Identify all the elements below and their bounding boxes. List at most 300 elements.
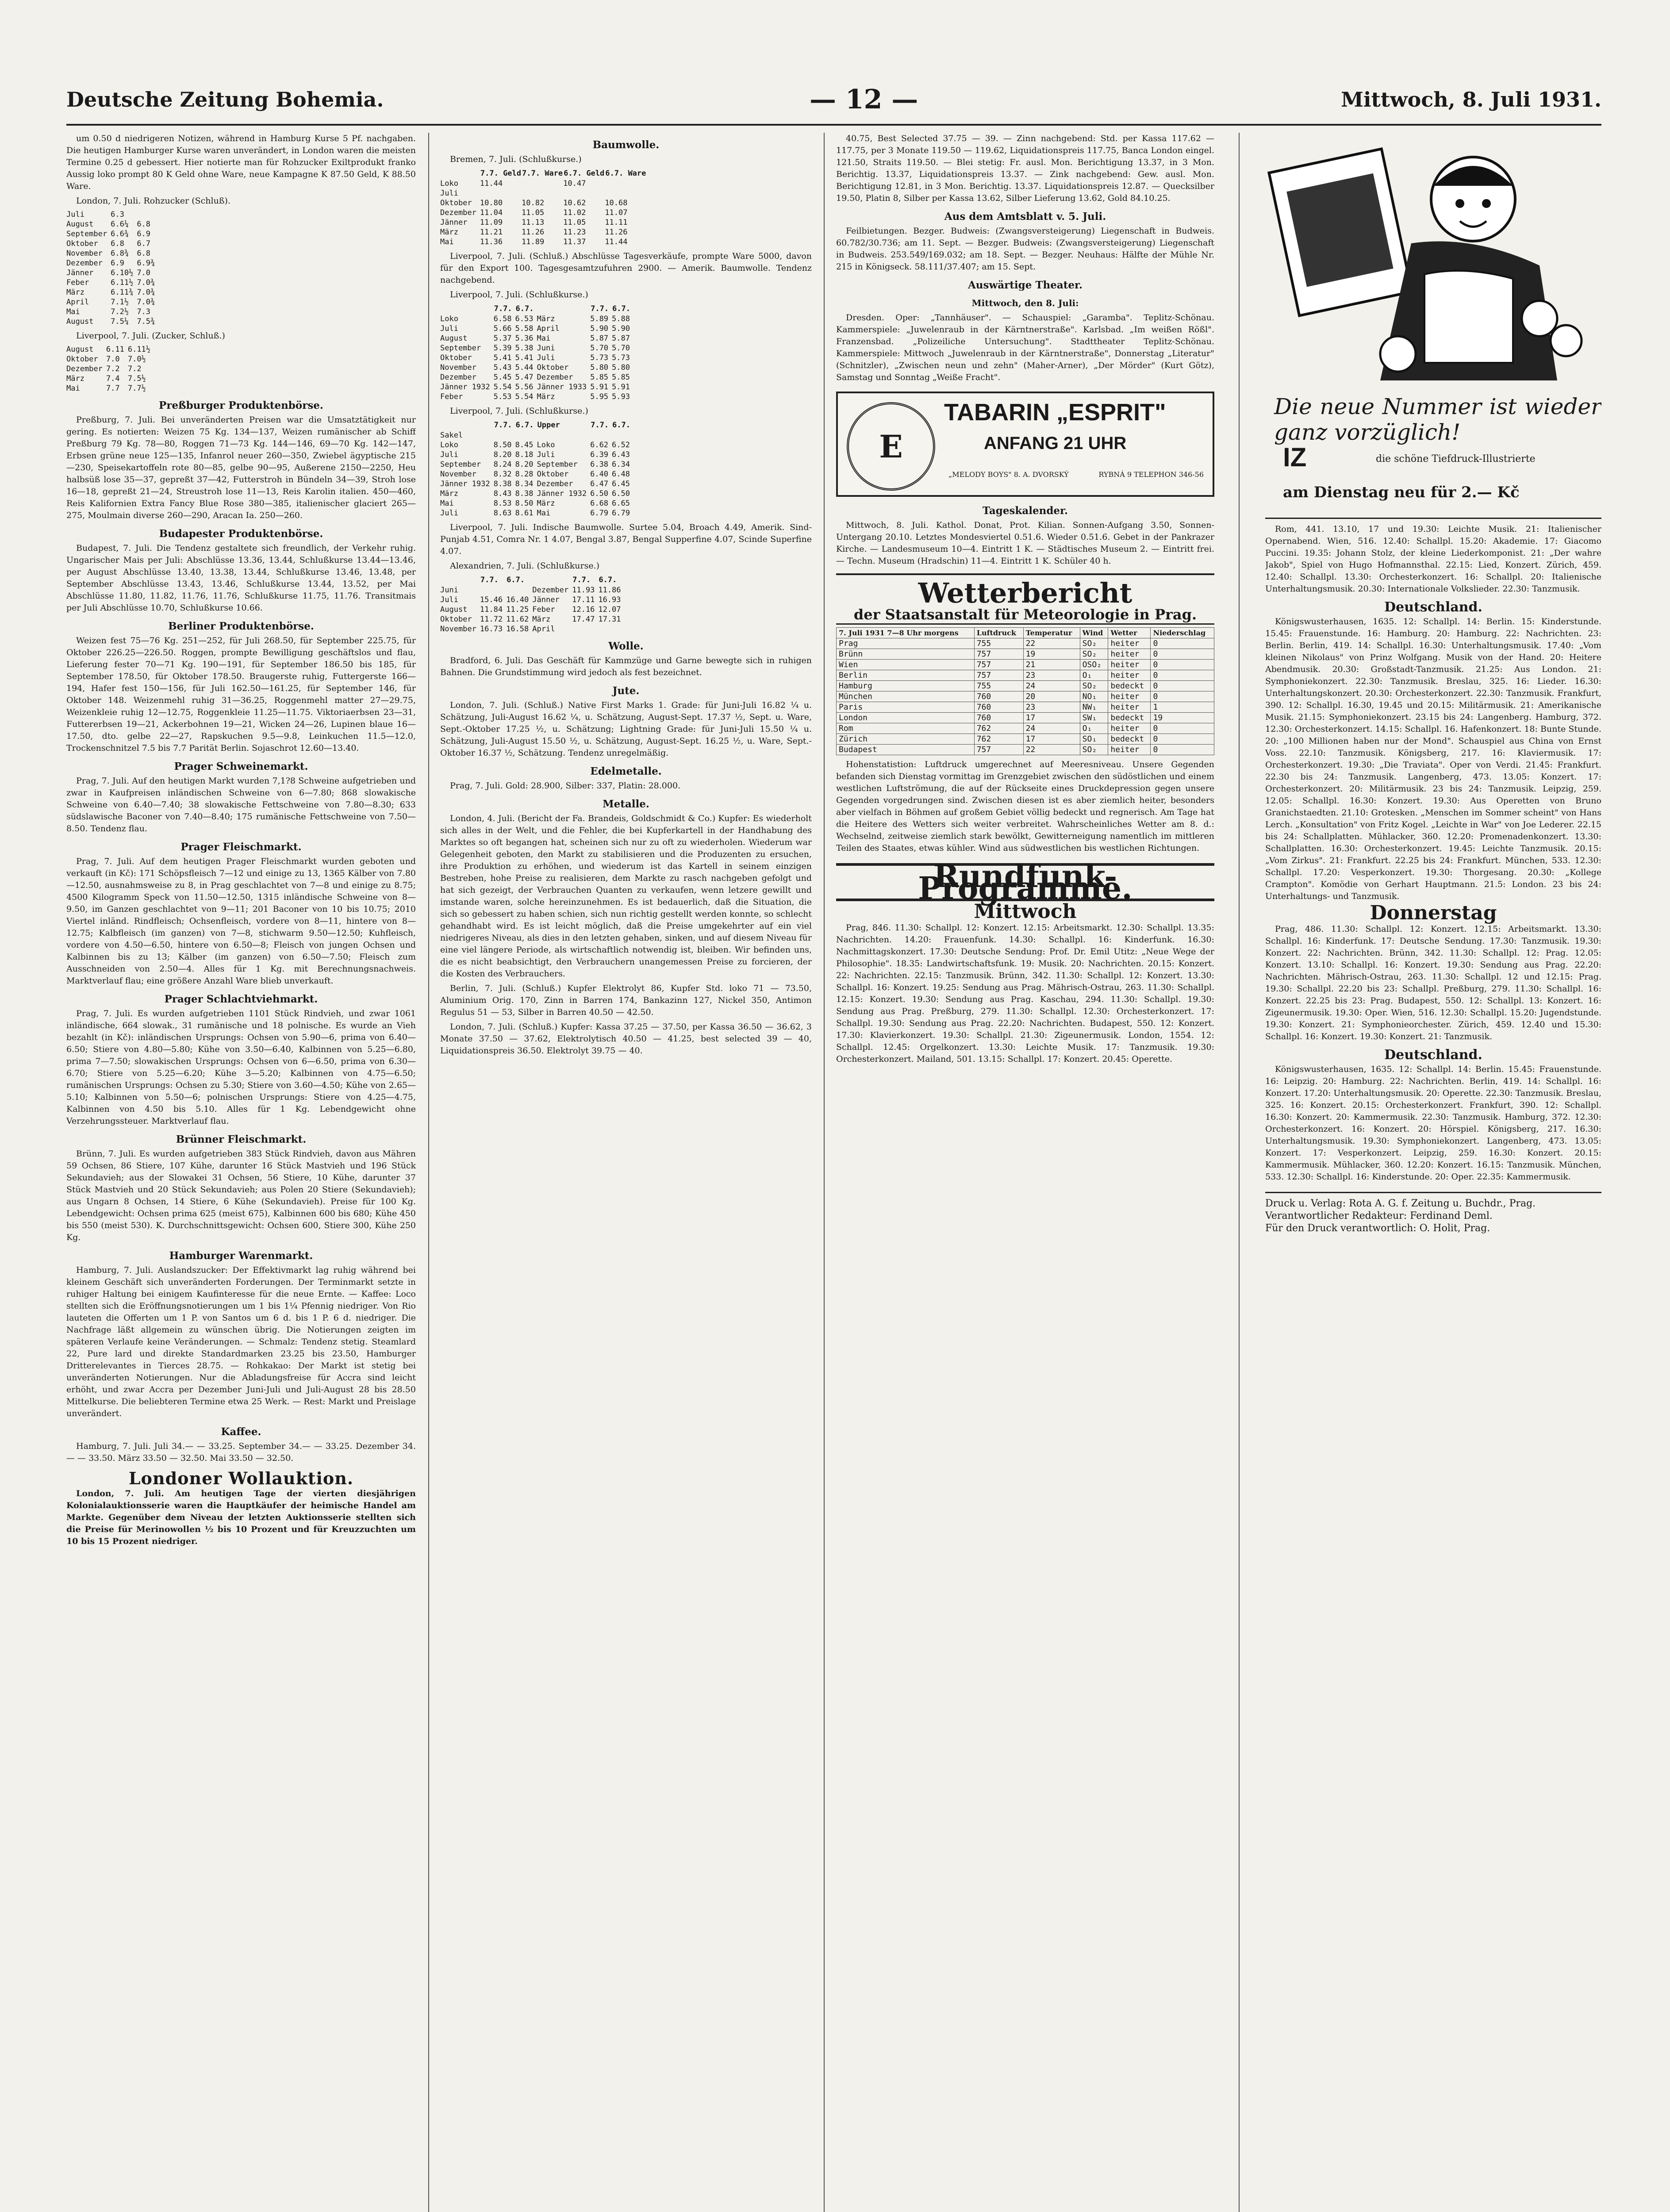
table-cell: heiter <box>1108 723 1151 734</box>
table-row <box>440 227 646 237</box>
table-cell: 17.31 <box>598 615 621 624</box>
table-row <box>66 374 154 384</box>
table-cell: 6.58 <box>493 315 512 323</box>
table-cell: 5.70 <box>612 344 630 353</box>
table-header-cell: 6.7. Geld <box>564 169 605 178</box>
table-cell: 11.05 <box>563 218 586 227</box>
table-row <box>837 702 1214 713</box>
table-cell: 10.82 <box>522 199 545 207</box>
table-cell: Hamburg <box>837 681 975 691</box>
table-cell: Dezember <box>66 365 103 373</box>
column-1 <box>66 133 416 2212</box>
table-row <box>440 314 633 324</box>
table-cell: 757 <box>974 660 1023 670</box>
table-header-cell: 7.7. Ware <box>522 169 563 178</box>
section-heading: Prager Schweinemarkt. <box>174 760 308 772</box>
article-text: Preßburg, 7. Juli. Bei unveränderten Preisen war die Umsatztätigkeit nur gering. Es notierten: Weizen 75 Kg. 134—137, Weizen rumänischer ab Schiff Preßburg 79 Kg. 78—80, Roggen 71—73 Kg. 144—146, 69—70 Kg. 142—147, Erbsen grüne neue 125—135, Infanrol neuer 260—350, Zwiebel ägyptische 215—230, Speisekartoffeln rote 80—85, gelbe 90—95, Außerene 2150—2250, Heu halbsüß lose 35—37, gepreßt 37—42, Futterstroh in Bündeln 34—39, Stroh lose 16—18, gepreßt 21—24, Streustroh lose 11—13, Reis Karolin italien. 450—460, Reis Kalifornien Extra Fancy Blue Rose 380—385, italienischer glaciert 265—275, Moulmain diverse 260—290, Aracan Ia. 250—260. <box>66 415 416 520</box>
table-cell: Dezember <box>66 259 103 268</box>
radio-programs-banner: Rundfunk-Programme. <box>836 863 1214 901</box>
table-cell: 5.87 <box>612 334 630 343</box>
section-heading: Preßburger Produktenbörse. <box>159 399 323 411</box>
table-row <box>440 208 646 218</box>
table-header-cell: 7.7. <box>591 421 609 430</box>
table-cell: Loko <box>537 441 555 449</box>
table-cell: 11.07 <box>605 208 628 217</box>
table-cell: 5.90 <box>590 324 609 333</box>
table-cell: Prag <box>837 638 975 649</box>
table-cell: Juli <box>537 353 555 362</box>
table-header-cell: 6.7. <box>612 304 630 313</box>
table-cell: Feber <box>532 605 555 614</box>
radio-listings: Königswusterhausen, 1635. 12: Schallpl. 14: Berlin. 15.45: Frauenstunde. 16: Leipzig. 20: Hamburg. 22: Nachrichten. Berlin, 419. 14: Schallpl. 16: Konzert. 17.20: Unterhaltungsmusik. 20: Operette. 22.30: Tanzmusik. Breslau, 325. 16: Konzert. 20.15: Orchesterkonzert. Frankfurt, 390. 12: Schallpl. 16.30: Konzert. 20: Kammermusik. 22.30: Tanzmusik. Hamburg, 372. 12.30: Orchesterkonzert. 16: Konzert. 20: Hörspiel. Königsberg, 217. 16.30: Unterhaltungsmusik. 19.30: Symphoniekonzert. Langenberg, 473. 13.05: Konzert. 17: Vesperkonzert. Leipzig, 259. 16.30: Konzert. 20.15: Kammermusik. Mühlacker, 360. 12.20: Konzert. 16.15: Tanzmusik. München, 533. 12.30: Schallpl. 16: Kinderstunde. 20: Oper. 22.35: Kammermusik. <box>1265 1064 1601 1182</box>
table-row <box>837 649 1214 660</box>
table-cell: 5.39 <box>493 344 512 353</box>
table-cell: 6.9 <box>137 230 151 238</box>
table-cell: O₁ <box>1080 723 1108 734</box>
section-subheading: Mittwoch, den 8. Juli: <box>971 298 1079 308</box>
table-row <box>440 188 646 198</box>
iz-logo: IZ <box>1283 442 1307 472</box>
table-row <box>66 364 154 374</box>
table-cell: 17 <box>1023 713 1080 723</box>
table-cell: Jänner 1933 <box>537 383 587 392</box>
table-cell: 5.45 <box>493 373 512 382</box>
table-header-cell: 7.7. <box>494 304 512 313</box>
table-cell: 22 <box>1023 638 1080 649</box>
table-header-cell <box>532 575 572 585</box>
table-cell: 5.58 <box>515 324 534 333</box>
table-row <box>66 354 154 364</box>
table-cell: 5.70 <box>590 344 609 353</box>
table-cell: Dezember <box>440 373 476 382</box>
weather-text: Hohenstatistion: Luftdruck umgerechnet auf Meeresniveau. Unsere Gegenden befanden sich Dienstag vormittag im Grenzgebiet zwischen den südöstlichen und einem westlichen Luftströmung, die auf der Rückseite eines Druckdepression gegen unsere Gegenden vorgedrungen sind. Zwischen diesen ist es aber ziemlich heiter, besonders aber vielfach in Böhmen auf großem Gebiet völlig bedeckt und regnerisch. Am Tage hat die Heitere des Wetters sich weiter verbreitet. Wahrscheinliches Wetter am 8. d.: Wechselnd, zeitweise ziemlich stark bewölkt, Gewitterneigung namentlich im mittleren Teilen des Staates, etwas kühler. Wind aus südwestlichen bis westlichen Richtungen. <box>836 760 1214 853</box>
table-header-row <box>440 168 646 179</box>
table-cell: 7.7½ <box>127 384 146 393</box>
article-text: 40.75, Best Selected 37.75 — 39. — Zinn nachgebend: Std. per Kassa 117.62 — 117.75, per 3 Monate 119.50 — 119.62, Liquidationspreis 117.75, Banca London eingel. 121.50, Straits 119.50. — Blei stetig: Fr. ausl. Mon. Berichtigung 13.37, in 3 Mon. Berichtig. 13.37, Liquidationspreis 13.37. — Zink nachgebend: Gew. ausl. Mon. Berichtigung 12.81, in 3 Mon. Berichtig. 13.37. Liquidationspreis 12.87. — Quecksilber 19.50, Platin 8, Silber per Kassa 13.62, Silber Lieferung 13.62, Gold 84.10.25. <box>836 134 1214 203</box>
table-header-cell: 6.7. <box>515 421 534 430</box>
table-row <box>440 605 625 614</box>
table-cell: Sakel <box>440 431 463 440</box>
section-heading: Prager Fleischmarkt. <box>180 841 302 853</box>
table-cell: 17.47 <box>572 615 595 624</box>
table-cell: 6.8 <box>137 220 151 229</box>
table-row <box>440 624 625 634</box>
table-header-cell: Temperatur <box>1023 628 1080 638</box>
table-cell: 19 <box>1023 649 1080 660</box>
table-cell: 8.34 <box>515 480 534 488</box>
table-cell <box>522 179 563 188</box>
table-cell: 23 <box>1023 702 1080 713</box>
table-cell: bedeckt <box>1108 681 1151 691</box>
table-header-cell: Luftdruck <box>974 628 1023 638</box>
table-row <box>440 585 625 595</box>
table-row <box>66 307 158 317</box>
table-row <box>66 317 158 326</box>
table-row <box>66 268 158 278</box>
table-cell: 17 <box>1023 734 1080 745</box>
table-row <box>440 218 646 227</box>
table-header-cell: 7.7. Geld <box>480 169 522 178</box>
table-cell: 11.23 <box>563 228 586 237</box>
table-cell: 11.21 <box>480 228 503 237</box>
article-text: Liverpool, 7. Juli. Indische Baumwolle. Surtee 5.04, Broach 4.49, Amerik. Sind-Punjab 4.51, Comra Nr. 1 4.07, Bengal 3.87, Bengal Supperfine 4.07, Scinde Superfine 4.07. <box>440 522 812 556</box>
table-cell: Mai <box>440 238 454 246</box>
table-row <box>837 638 1214 649</box>
table-cell: 6.6¾ <box>111 230 129 238</box>
table-cell: 6.8¾ <box>111 249 129 258</box>
table-cell: März <box>537 499 555 508</box>
table-cell: 5.56 <box>515 383 534 392</box>
table-cell: September <box>440 460 481 469</box>
table-row <box>440 392 633 402</box>
article-text: Bradford, 6. Juli. Das Geschäft für Kammzüge und Garne bewegte sich in ruhigen Bahnen. Die Grundstimmung wird jedoch als fest bezeichnet. <box>440 656 812 677</box>
table-cell: 8.20 <box>493 450 512 459</box>
table-header-cell <box>440 168 480 179</box>
table-cell: 16.40 <box>506 595 529 604</box>
table-cell: Oktober <box>440 353 472 362</box>
table-cell: Budapest <box>837 745 975 755</box>
table-cell: 5.73 <box>590 353 609 362</box>
table-cell: 7.0¾ <box>137 298 155 307</box>
table-cell: 8.20 <box>515 460 534 469</box>
table-cell: bedeckt <box>1108 734 1151 745</box>
table-cell: 5.73 <box>612 353 630 362</box>
article-text: Prag, 7. Juli. Auf dem heutigen Prager Fleischmarkt wurden geboten und verkauft (in Kč): 171 Schöpsfleisch 7—12 und einige zu 13, 1365 Kälber von 7.80—12.50, ausnahmsweise zu 8, in Prag geschlachtet von 7—8 und einige zu 8.75; 4500 Kilogramm Speck von 11.50—12.50, 1315 inländische Schweine von 8—9.50, im Ganzen geschlachtet von 9—11; 201 Baconer von 10 bis 10.75; 2010 Viertel inländ. Rindfleisch; Ochsenfleisch, vordere von 8—11, hintere von 8—12.75; Kalbfleisch (im ganzen) von 7—8, stichwarm 9.50—12.50; Kuhfleisch, vordere von 4.50—6.50, hintere von 6.50—8; Fleisch von jungen Ochsen und Kalbinnen bis zu 13; Kälber (im ganzen) von 6.50—7.50; Fleisch zum Ausschneiden von 2.50—4. Alles für 1 Kg. mit Berechnungsnachweis. Marktverlauf flau; eine größere Anzahl Ware blieb unverkauft. <box>66 856 416 986</box>
table-cell: 23 <box>1023 670 1080 681</box>
table-cell: August <box>440 605 468 614</box>
table-cell: Juli <box>440 450 458 459</box>
table-cell: Berlin <box>837 670 975 681</box>
table-cell: 5.90 <box>612 324 630 333</box>
table-cell: Dezember <box>532 586 569 595</box>
section-heading-large: Londoner Wollauktion. <box>128 1468 354 1488</box>
table-cell: 11.62 <box>506 615 529 624</box>
article-text: Prag, 7. Juli. Auf den heutigen Markt wurden 7,1?8 Schweine aufgetrieben und zwar in Kaufpreisen inländischen Schweine von 6—7.80; 868 slowakische Schweine von 6.40—7.40; 38 slowakische Fettschweine von 7.80—8.30; 633 südslawische Baconer von 7.40—8.40; 175 rumänische Fettschweine von 7.50—8.50. Tendenz flau. <box>66 776 416 833</box>
article-text: Hamburg, 7. Juli. Juli 34.— — 33.25. September 34.— — 33.25. Dezember 34.— — 33.50. März 33.50 — 32.50. Mai 33.50 — 32.50. <box>66 1441 416 1463</box>
table-cell <box>612 430 633 440</box>
table-cell: 6.50 <box>612 489 630 498</box>
table-cell: London <box>837 713 975 723</box>
table-cell: SW₁ <box>1080 713 1108 723</box>
table-row <box>837 723 1214 734</box>
table-cell: 5.41 <box>515 353 534 362</box>
table-cell: Juni <box>537 344 555 353</box>
table-row <box>440 237 646 247</box>
table-cell: Mai <box>537 509 551 518</box>
table-cell: 6.79 <box>590 509 609 518</box>
table-header-row <box>440 420 633 430</box>
table-cell: 0 <box>1151 660 1214 670</box>
table-cell: 6.40 <box>590 470 609 479</box>
table-cell: 8.61 <box>515 509 534 518</box>
table-row <box>66 229 158 239</box>
table-cell: 7.5¼ <box>111 317 129 326</box>
imprint-editor: Verantwortlicher Redakteur: Ferdinand Deml. <box>1265 1210 1493 1221</box>
article-text: Feilbietungen. Bezger. Budweis: (Zwangsversteigerung) Liegenschaft in Budweis. 60.782/30.736; am 11. Sept. — Bezger. Budweis: (Zwangsversteigerung) Liegenschaft in Budweis. 253.549/169.032; am 18. Sept. — Bezger. Neuhaus: Hälfte der Mühle Nr. 215 in Königseck. 58.111/37.407; am 15. Sept. <box>836 226 1214 272</box>
table-cell: August <box>66 317 94 326</box>
table-cell: 10.80 <box>480 199 503 207</box>
table-cell: 0 <box>1151 745 1214 755</box>
table-cell <box>563 188 605 198</box>
article-text: London, 7. Juli. (Schluß.) Kupfer: Kassa 37.25 — 37.50, per Kassa 36.50 — 36.62, 3 Monate 37.50 — 37.62, Elektrolytisch 40.50 — 41.25, best selected 39 — 40, Liquidationspreis 36.50. Elektrolyt 39.75 — 40. <box>440 1022 812 1056</box>
table-cell: 6.10½ <box>111 269 134 277</box>
section-heading: Auswärtige Theater. <box>967 279 1083 291</box>
table-cell <box>598 624 624 634</box>
weather-report <box>836 573 1214 854</box>
table-cell: 6.9¾ <box>137 259 155 268</box>
table-cell: 757 <box>974 649 1023 660</box>
table-row <box>440 373 633 382</box>
table-cell <box>137 210 158 219</box>
article-text: Berlin, 7. Juli. (Schluß.) Kupfer Elektrolyt 86, Kupfer Std. loko 71 — 73.50, Aluminium Orig. 170, Zinn in Barren 174, Bankazinn 127, Nickel 350, Antimon Regulus 51 — 53, Silber in Barren 40.50 — 42.50. <box>440 983 812 1017</box>
column-rule <box>1239 133 1240 2212</box>
table-cell: 6.7 <box>137 239 151 248</box>
market-subhead: Bremen, 7. Juli. (Schlußkurse.) <box>450 154 582 164</box>
london-sugar-table <box>66 210 158 326</box>
table-cell: 0 <box>1151 691 1214 702</box>
table-cell: 5.66 <box>493 324 512 333</box>
table-cell: 5.93 <box>612 392 630 401</box>
table-cell: 7.4 <box>106 374 120 383</box>
table-cell: 10.47 <box>563 179 586 188</box>
table-row <box>440 614 625 624</box>
table-cell: März <box>440 489 458 498</box>
table-header-cell <box>537 303 591 314</box>
table-cell <box>537 430 591 440</box>
table-cell: 8.45 <box>515 441 534 449</box>
table-row <box>440 179 646 188</box>
table-cell: 6.11¾ <box>111 288 134 297</box>
table-row <box>837 681 1214 691</box>
column-4 <box>1265 133 1601 2212</box>
man-reading-magazine-illustration <box>1265 133 1593 389</box>
ad-slogan: Die neue Nummer ist wieder ganz vorzüglich! <box>1274 394 1601 445</box>
table-cell: 5.88 <box>612 315 630 323</box>
table-header-cell: 6.7. <box>612 421 630 430</box>
section-heading: Aus dem Amtsblatt v. 5. Juli. <box>944 211 1106 223</box>
masthead-date: Mittwoch, 8. Juli 1931. <box>1341 88 1601 111</box>
section-heading: Berliner Produktenbörse. <box>168 620 314 632</box>
table-cell: 757 <box>974 745 1023 755</box>
table-cell: 21 <box>1023 660 1080 670</box>
market-subhead: Alexandrien, 7. Juli. (Schlußkurse.) <box>450 561 600 571</box>
table-cell: SO₂ <box>1080 681 1108 691</box>
table-header-row <box>837 628 1214 638</box>
table-row <box>440 430 633 440</box>
table-header-cell: 6.7. <box>515 304 534 313</box>
iz-magazine-ad <box>1265 133 1601 519</box>
table-cell: 11.86 <box>598 586 621 595</box>
table-header-row <box>440 575 625 585</box>
table-cell: November <box>440 470 476 479</box>
table-cell: Jänner <box>440 218 468 227</box>
table-cell: 11.09 <box>480 218 503 227</box>
table-row <box>440 353 633 363</box>
table-cell: Feber <box>66 278 89 287</box>
imprint <box>1265 1192 1601 1235</box>
table-row <box>440 489 633 499</box>
table-cell: Oktober <box>537 363 569 372</box>
column-rule <box>824 133 825 2212</box>
table-cell: 5.54 <box>493 383 512 392</box>
section-heading: Edelmetalle. <box>590 765 662 777</box>
table-cell: 7.0¾ <box>137 288 155 297</box>
table-cell: 760 <box>974 713 1023 723</box>
table-cell: 7.1½ <box>111 298 129 307</box>
table-cell: Rom <box>837 723 975 734</box>
table-cell: 6.79 <box>612 509 630 518</box>
table-row <box>837 691 1214 702</box>
table-cell: 7.0¾ <box>137 278 155 287</box>
table-row <box>66 384 154 393</box>
table-cell: November <box>440 625 476 634</box>
table-row <box>837 745 1214 755</box>
article-text: Prag, 7. Juli. Gold: 28.900, Silber: 337, Platin: 28.000. <box>450 781 681 791</box>
table-cell: Dezember <box>537 373 573 382</box>
section-heading: Tageskalender. <box>982 505 1068 517</box>
table-cell <box>605 179 646 188</box>
table-cell: 8.38 <box>493 480 512 488</box>
table-row <box>66 345 154 354</box>
table-cell: 5.91 <box>590 383 609 392</box>
table-cell: 5.38 <box>515 344 534 353</box>
table-row <box>837 670 1214 681</box>
table-cell: 6.52 <box>612 441 630 449</box>
table-cell: Oktober <box>440 615 472 624</box>
table-cell: 11.89 <box>522 238 545 246</box>
table-cell: 11.11 <box>605 218 628 227</box>
table-cell: 5.87 <box>590 334 609 343</box>
article-text: Brünn, 7. Juli. Es wurden aufgetrieben 383 Stück Rindvieh, davon aus Mähren 59 Ochsen, 86 Stiere, 107 Kühe, darunter 16 Stück Mastvieh und 196 Stück Sekundavieh; aus der Slowakei 31 Ochsen, 56 Stiere, 10 Kühe, darunter 37 Stück Mastvieh und 20 Stück Sekundavieh; aus Polen 20 Stiere (Sekundavieh); aus Ungarn 8 Ochsen, 14 Stiere, 6 Kühe (Sekundavieh). Preise für 100 Kg. Lebendgewicht: Ochsen prima 625 (meist 675), Kalbinnen 600 bis 680; Kühe 450 bis 550 (meist 530). K. Durchschnittsgewicht: Ochsen 600, Stiere 300, Kühe 250 Kg. <box>66 1149 416 1242</box>
column-rule <box>428 133 429 2212</box>
table-cell: 760 <box>974 691 1023 702</box>
table-cell: SO₂ <box>1080 649 1108 660</box>
masthead <box>66 84 1601 126</box>
table-cell: 8.32 <box>493 470 512 479</box>
masthead-page-number: — 12 — <box>810 84 918 115</box>
liverpool-sakel-table <box>440 420 633 518</box>
table-cell: O₁ <box>1080 670 1108 681</box>
table-cell: 5.36 <box>515 334 534 343</box>
table-cell: 11.44 <box>480 179 503 188</box>
table-cell: 6.47 <box>590 480 609 488</box>
article-text: London, 7. Juli. (Schluß.) Native First Marks 1. Grade: für Juni-Juli 16.82 ¼ u. Schätzung, Juli-August 16.62 ¼, u. Schätzung, August-Sept. 17.37 ½, Sept. u. Ware, Sept.-Oktober 17.25 ½, u. Schätzung; Lightning Grade: für Juni-Juli 15.50 ¼ u. Schätzung, Juli-August 15.50 ½, u. Schätzung, August-Sept. 16.25 ½, u. Ware, Sept.-Oktober 16.37 ½, Schätzung. Tendenz unregelmäßig. <box>440 700 812 758</box>
ad-address: RYBNÁ 9 TELEPHON 346-56 <box>1098 470 1204 479</box>
table-cell: 11.25 <box>506 605 529 614</box>
table-cell: 6.65 <box>612 499 630 508</box>
table-cell: 6.45 <box>612 480 630 488</box>
table-row <box>440 198 646 208</box>
section-heading: Jute. <box>612 685 640 697</box>
table-row <box>66 249 158 258</box>
table-cell: 12.07 <box>598 605 621 614</box>
table-header-cell: 7.7. <box>494 421 512 430</box>
radio-listings: Rom, 441. 13.10, 17 und 19.30: Leichte Musik. 21: Italienischer Opernabend. Wien, 516. 12.40: Schallpl. 15.20: Akademie. 17: Giacomo Puccini. 19.35: Johann Stolz, der kleine Liederkomponist. 21: „Der wahre Jakob", Spiel von Hugo Hofmannsthal. 22.15: Lied, Konzert. Zürich, 459. 12.40: Schallpl. 13.30: Orchesterkonzert. 16: Schallpl. 20: Italienische Unterhaltungsmusik. 20.30: Internationale Volkslieder. 22.30: Tanzmusik. <box>1265 524 1601 594</box>
table-cell: München <box>837 691 975 702</box>
table-cell: Oktober <box>66 239 98 248</box>
table-cell: 19 <box>1151 713 1214 723</box>
table-cell: 8.43 <box>493 489 512 498</box>
table-cell: 5.95 <box>590 392 609 401</box>
table-cell: Jänner 1932 <box>440 383 490 392</box>
table-cell: 6.48 <box>612 470 630 479</box>
column-2 <box>440 133 812 2212</box>
table-row <box>66 239 158 249</box>
table-header-cell: 6.7. <box>599 576 617 584</box>
table-cell: 7.2 <box>127 365 142 373</box>
imprint-publisher: Druck u. Verlag: Rota A. G. f. Zeitung u. Buchdr., Prag. <box>1265 1198 1536 1209</box>
table-cell: 5.47 <box>515 373 534 382</box>
liverpool-cotton-table <box>440 303 633 402</box>
article-text: Prag, 7. Juli. Es wurden aufgetrieben 1101 Stück Rindvieh, und zwar 1061 inländische, 664 slowak., 31 rumänische und 18 polnische. Es wurde an Vieh bezahlt (in Kč): inländischen Ursprungs: Ochsen von 5.90—6, prima von 6.40—6.50; Stiere von 4.80—5.80; Kühe von 3.50—6.40, Kalbinnen von 5.25—6.80, prima 7—7.50; slowakischen Ursprungs: Ochsen von 6—6.50, prima von 6.30—6.70; Stiere von 5.25—6.20; Kühe 3—5.20; Kalbinnen von 4.75—6.50; rumänischen Ursprungs: Ochsen zu 5.30; Stiere von 3.60—4.50; Kühe von 2.65—5.10; Kalbinnen von 5.50—6; polnischen Ursprungs: Stiere von 4.25—4.75, Kalbinnen von 4.50 bis 5.10. Alles für 1 Kg. Lebendgewicht ohne Verzehrungssteuer. Marktverlauf flau. <box>66 1009 416 1126</box>
table-cell: 762 <box>974 734 1023 745</box>
table-cell: September <box>66 230 107 238</box>
table-cell: 17.11 <box>572 595 595 604</box>
article-text: Budapest, 7. Juli. Die Tendenz gestaltete sich freundlich, der Verkehr ruhig. Ungarischer Mais per Juli: Abschlüsse 13.36, 13.44, Schlußkurse 13.44—13.46, per August Abschlüsse 13.40, 13.38, 13.44, Schlußkurse 13.46, 13.48, per September Abschlüsse 13.43, 13.46, Schlußkurse 13.44, 13.52, per Mai Abschlüsse 11.80, 11.82, 11.76, 11.76, Schlußkurse 11.75, 11.76. Transitmais per Juli Abschlüsse 10.70, Schlußkurse 10.66. <box>66 543 416 613</box>
table-cell: September <box>440 344 481 353</box>
table-cell: 5.91 <box>612 383 630 392</box>
table-cell: 10.68 <box>605 199 628 207</box>
table-header-cell: Niederschlag <box>1151 628 1214 638</box>
table-cell: 755 <box>974 681 1023 691</box>
table-cell: 5.54 <box>515 392 534 401</box>
table-cell: 0 <box>1151 670 1214 681</box>
table-header-cell: 6.7. Ware <box>605 169 646 178</box>
table-cell: 5.53 <box>493 392 512 401</box>
section-heading: Budapester Produktenbörse. <box>159 528 323 540</box>
table-cell: heiter <box>1108 649 1151 660</box>
table-cell: 6.9 <box>111 259 124 268</box>
table-cell: 5.80 <box>590 363 609 372</box>
section-heading: Brünner Fleischmarkt. <box>176 1133 307 1145</box>
table-row <box>440 595 625 605</box>
table-cell: 6.34 <box>612 460 630 469</box>
table-cell: Loko <box>440 315 458 323</box>
article-text: London, 7. Juli. Am heutigen Tage der vierten diesjährigen Kolonialauktionsserie waren die Hauptkäufer der heimische Handel am Markte. Gegenüber dem Niveau der letzten Auktionsserie stellten sich die Preise für Merinowollen ½ bis 10 Prozent und für Kreuzzuchten um 10 bis 15 Prozent niedriger. <box>66 1489 416 1546</box>
table-header-cell: Wetter <box>1108 628 1151 638</box>
table-cell: 0 <box>1151 734 1214 745</box>
article-text: Dresden. Oper: „Tannhäuser". — Schauspiel: „Garamba". Teplitz-Schönau. Kammerspiele: „Juwelenraub in der Kärntnerstraße". Karlsbad. „Im weißen Rößl". Franzensbad. „Polizeiliche Untersuchung". Stadttheater Teplitz-Schönau. Kammerspiele: Mittwoch „Juwelenraub in der Kärntnerstraße", Donnerstag „Literatur" (Schnitzler), „Zwischen neun und zehn" (Maher-Arner), „Der Mörder" (Kurt Götz), Samstag und Sonntag „Weiße Fracht". <box>836 313 1214 382</box>
table-cell: 5.37 <box>493 334 512 343</box>
table-cell: 11.02 <box>563 208 586 217</box>
section-heading: Metalle. <box>603 798 649 810</box>
table-header-cell: 7.7. <box>480 576 499 584</box>
table-cell: 5.41 <box>493 353 512 362</box>
alexandria-cotton-table <box>440 575 625 634</box>
ad-title: TABARIN „ESPRIT" <box>944 399 1166 426</box>
table-cell: August <box>66 345 94 354</box>
table-cell: Mai <box>66 307 80 316</box>
table-row <box>440 479 633 489</box>
table-cell: 757 <box>974 670 1023 681</box>
liverpool-sugar-table <box>66 345 154 393</box>
table-cell: 8.24 <box>493 460 512 469</box>
article-text: Liverpool, 7. Juli. (Schluß.) Abschlüsse Tagesverkäufe, prompte Ware 5000, davon für den Export 100. Tagesgesamtzufuhren 2900. — Amerik. Baumwolle. Tendenz nachgebend. <box>440 251 812 285</box>
table-header-cell: 7. Juli 1931 7—8 Uhr morgens <box>837 628 975 638</box>
table-cell: März <box>440 228 458 237</box>
table-row <box>440 324 633 334</box>
column-3 <box>836 133 1214 2212</box>
table-cell: heiter <box>1108 670 1151 681</box>
masthead-newspaper-name: Deutsche Zeitung Bohemia. <box>66 88 384 111</box>
table-cell <box>494 430 515 440</box>
table-cell: 5.85 <box>612 373 630 382</box>
table-cell <box>506 585 532 595</box>
table-cell: heiter <box>1108 638 1151 649</box>
table-row <box>440 343 633 353</box>
table-cell: März <box>537 315 555 323</box>
weather-table <box>836 627 1214 755</box>
